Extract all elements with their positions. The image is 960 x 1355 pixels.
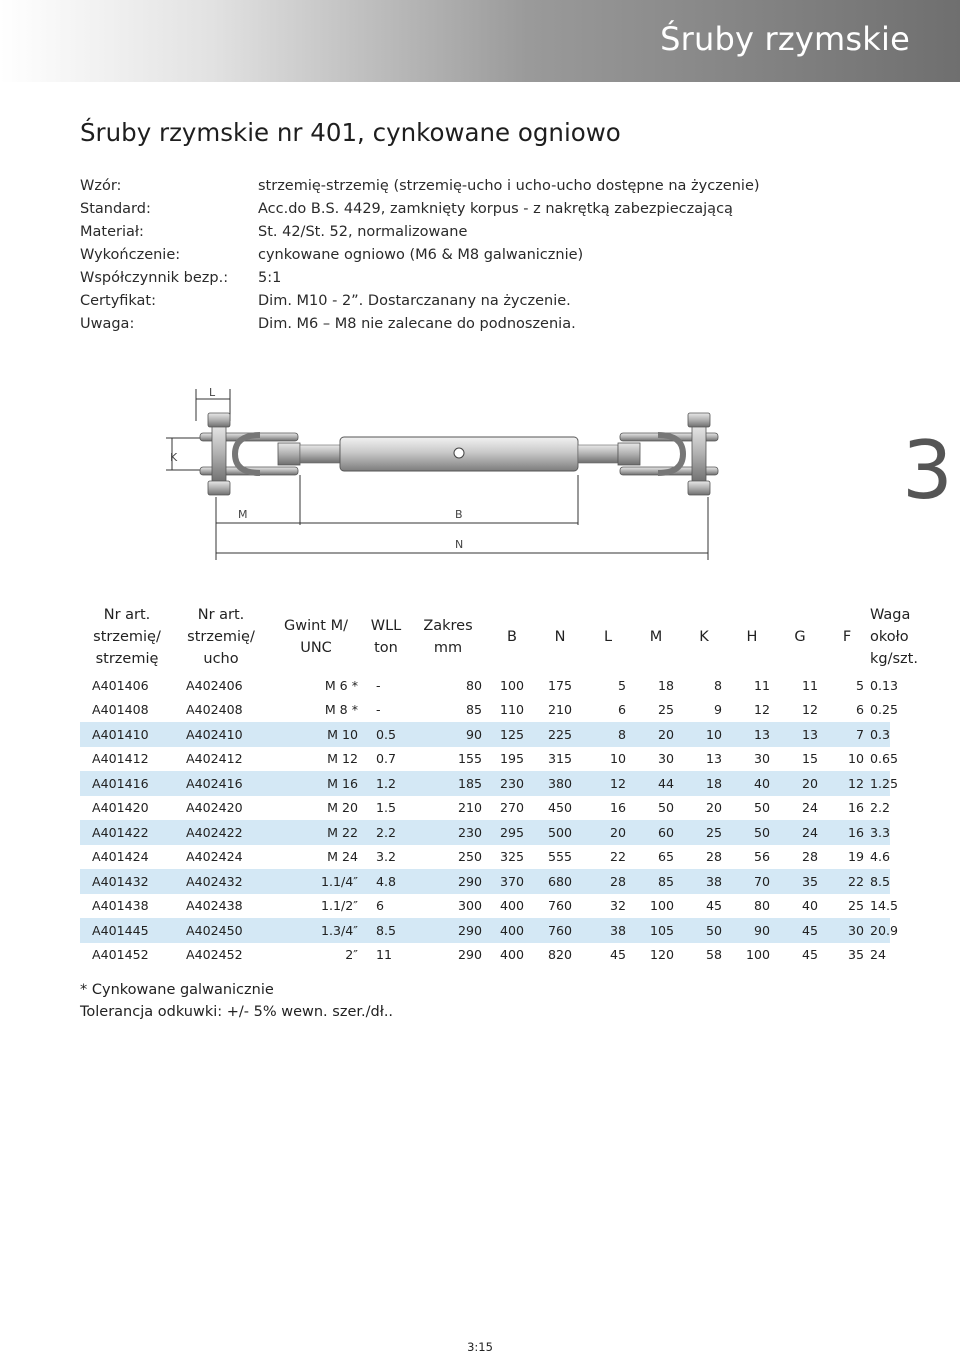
cell-n: 760 xyxy=(536,918,584,943)
cell-n: 500 xyxy=(536,820,584,845)
cell-l: 8 xyxy=(584,722,632,747)
spec-value: Dim. M6 – M8 nie zalecane do podnoszenia. xyxy=(258,316,576,332)
label-l: L xyxy=(209,386,216,399)
cell-h: 90 xyxy=(728,918,776,943)
cell-art1: A401432 xyxy=(80,869,174,894)
cell-art1: A401406 xyxy=(92,677,149,693)
cell-waga: 24 xyxy=(870,947,887,963)
cell-h: 100 xyxy=(745,947,770,963)
cell-b: 370 xyxy=(488,869,536,894)
cell-k: 8 xyxy=(713,677,722,693)
page-header xyxy=(0,0,960,82)
cell-b: 325 xyxy=(499,849,525,865)
spec-value: St. 42/St. 52, normalizowane xyxy=(258,224,468,240)
cell-wll: 3.2 xyxy=(376,849,397,865)
spec-label: Certyfikat: xyxy=(80,293,157,309)
cell-gwint: 2″ xyxy=(345,947,358,963)
cell-zakres: 250 xyxy=(457,849,482,865)
right-jaw xyxy=(578,413,718,495)
cell-f: 12 xyxy=(824,771,870,796)
cell-zakres: 85 xyxy=(465,702,482,718)
cell-k: 28 xyxy=(705,849,722,865)
cell-zakres: 290 xyxy=(408,869,488,894)
table-row xyxy=(80,943,890,968)
cell-l: 22 xyxy=(609,849,626,865)
footnote-galvanic: * Cynkowane galwanicznie xyxy=(80,982,274,998)
cell-k: 25 xyxy=(680,820,728,845)
cell-f: 19 xyxy=(847,849,864,865)
label-k: K xyxy=(170,451,178,464)
cell-waga: 0.13 xyxy=(870,677,899,693)
col-art1-header: Nr art. strzemię/ strzemię xyxy=(93,607,161,667)
cell-l: 12 xyxy=(584,771,632,796)
table-header-row xyxy=(80,601,890,673)
cell-f: 16 xyxy=(824,820,870,845)
cell-waga: 0.65 xyxy=(870,751,899,767)
cell-l: 5 xyxy=(617,677,626,693)
cell-g: 35 xyxy=(776,869,824,894)
cell-b: 230 xyxy=(488,771,536,796)
cell-zakres: 155 xyxy=(457,751,482,767)
col-zakres-header: Zakres mm xyxy=(423,618,473,656)
cell-waga: 2.2 xyxy=(870,800,891,816)
footnote-tolerance: Tolerancja odkuwki: +/- 5% wewn. szer./dł.. xyxy=(80,1004,394,1020)
cell-art2: A402416 xyxy=(174,771,268,796)
cell-l: 28 xyxy=(584,869,632,894)
col-l-header: L xyxy=(603,629,613,645)
cell-art1: A401445 xyxy=(80,918,174,943)
cell-l: 16 xyxy=(609,800,626,816)
col-wll-header: WLL ton xyxy=(370,618,402,656)
cell-art1: A401416 xyxy=(80,771,174,796)
cell-b: 400 xyxy=(488,918,536,943)
cell-h: 50 xyxy=(753,800,770,816)
cell-art1: A401422 xyxy=(80,820,174,845)
page-number: 3:15 xyxy=(467,1340,493,1354)
cell-k: 18 xyxy=(680,771,728,796)
table-row xyxy=(80,747,890,772)
cell-wll: 2.2 xyxy=(364,820,408,845)
cell-h: 56 xyxy=(753,849,770,865)
cell-zakres: 290 xyxy=(457,947,482,963)
cell-m: 60 xyxy=(632,820,680,845)
cell-gwint: 1.1/4″ xyxy=(268,869,364,894)
cell-g: 11 xyxy=(801,677,818,693)
cell-b: 125 xyxy=(488,722,536,747)
table-row xyxy=(80,869,890,894)
cell-b: 195 xyxy=(499,751,525,767)
cell-g: 28 xyxy=(801,849,818,865)
cell-waga: 1.25 xyxy=(870,771,890,796)
cell-waga: 8.5 xyxy=(870,869,890,894)
col-h-header: H xyxy=(746,629,758,645)
cell-gwint: M 20 xyxy=(327,800,358,816)
cell-h: 30 xyxy=(753,751,770,767)
col-gwint-header: Gwint M/ UNC xyxy=(283,618,348,656)
cell-art2: A402420 xyxy=(186,800,243,816)
cell-m: 20 xyxy=(632,722,680,747)
cell-zakres: 300 xyxy=(457,898,482,914)
table-row xyxy=(80,845,890,870)
label-m: M xyxy=(238,508,248,521)
cell-g: 24 xyxy=(801,800,818,816)
cell-m: 44 xyxy=(632,771,680,796)
col-b-header: B xyxy=(507,629,517,645)
cell-art2: A402408 xyxy=(186,702,243,718)
cell-art2: A402432 xyxy=(174,869,268,894)
cell-wll: - xyxy=(376,677,381,693)
cell-h: 13 xyxy=(728,722,776,747)
cell-wll: 1.5 xyxy=(376,800,397,816)
spec-label: Wykończenie: xyxy=(80,247,181,263)
cell-f: 22 xyxy=(824,869,870,894)
spec-value: cynkowane ogniowo (M6 & M8 galwanicznie) xyxy=(258,247,584,263)
table-row xyxy=(80,771,890,796)
spec-label: Standard: xyxy=(80,201,151,217)
cell-f: 35 xyxy=(847,947,864,963)
cell-n: 555 xyxy=(547,849,573,865)
cell-m: 50 xyxy=(657,800,674,816)
spec-label: Wzór: xyxy=(80,178,122,194)
cell-f: 10 xyxy=(847,751,864,767)
footnotes xyxy=(80,979,393,1023)
label-b: B xyxy=(455,508,463,521)
header-title: Śruby rzymskie xyxy=(660,20,910,58)
col-m-header: M xyxy=(649,629,663,645)
cell-g: 15 xyxy=(801,751,818,767)
col-n-header: N xyxy=(554,629,566,645)
cell-g: 13 xyxy=(776,722,824,747)
cell-gwint: M 12 xyxy=(327,751,358,767)
cell-f: 25 xyxy=(847,898,864,914)
cell-wll: 1.2 xyxy=(364,771,408,796)
cell-f: 5 xyxy=(855,677,864,693)
cell-m: 85 xyxy=(632,869,680,894)
cell-art2: A402452 xyxy=(186,947,243,963)
cell-art2: A402438 xyxy=(186,898,243,914)
cell-k: 13 xyxy=(705,751,722,767)
cell-wll: 0.7 xyxy=(376,751,397,767)
cell-b: 295 xyxy=(488,820,536,845)
cell-art2: A402412 xyxy=(186,751,243,767)
cell-h: 50 xyxy=(728,820,776,845)
cell-art1: A401408 xyxy=(92,702,149,718)
cell-gwint: M 22 xyxy=(268,820,364,845)
cell-m: 30 xyxy=(657,751,674,767)
chapter-number: 3 xyxy=(902,424,953,517)
cell-n: 820 xyxy=(547,947,573,963)
cell-k: 45 xyxy=(705,898,722,914)
cell-k: 38 xyxy=(680,869,728,894)
cell-waga: 14.5 xyxy=(870,898,899,914)
cell-waga: 4.6 xyxy=(870,849,891,865)
cell-gwint: 1.3/4″ xyxy=(268,918,364,943)
cell-gwint: M 6 * xyxy=(324,677,358,693)
cell-k: 50 xyxy=(680,918,728,943)
cell-waga: 0.25 xyxy=(870,702,899,718)
left-jaw xyxy=(200,413,340,495)
label-n: N xyxy=(455,538,464,551)
table-row xyxy=(80,698,890,723)
cell-art2: A402410 xyxy=(174,722,268,747)
cell-l: 10 xyxy=(609,751,626,767)
cell-m: 100 xyxy=(649,898,674,914)
table-row xyxy=(80,820,890,845)
table-row xyxy=(80,673,890,698)
cell-waga: 0.3 xyxy=(870,722,890,747)
col-g-header: G xyxy=(794,629,806,645)
cell-n: 450 xyxy=(547,800,573,816)
cell-b: 110 xyxy=(499,702,525,718)
cell-h: 80 xyxy=(753,898,770,914)
cell-art2: A402450 xyxy=(174,918,268,943)
cell-g: 12 xyxy=(801,702,818,718)
cell-gwint: M 16 xyxy=(268,771,364,796)
cell-g: 45 xyxy=(801,947,818,963)
cell-wll: 11 xyxy=(376,947,393,963)
cell-zakres: 90 xyxy=(408,722,488,747)
col-k-header: K xyxy=(699,629,709,645)
cell-zakres: 80 xyxy=(465,677,482,693)
cell-k: 20 xyxy=(705,800,722,816)
cell-k: 58 xyxy=(705,947,722,963)
document-title: Śruby rzymskie nr 401, cynkowane ogniowo xyxy=(80,118,621,147)
cell-art1: A401452 xyxy=(92,947,149,963)
cell-waga: 20.9 xyxy=(870,918,890,943)
cell-b: 100 xyxy=(499,677,525,693)
table-row xyxy=(80,894,890,919)
cell-gwint: 1.1/2″ xyxy=(321,898,358,914)
cell-m: 18 xyxy=(657,677,674,693)
cell-l: 6 xyxy=(617,702,626,718)
cell-art2: A402422 xyxy=(174,820,268,845)
cell-art1: A401410 xyxy=(80,722,174,747)
spec-label: Materiał: xyxy=(80,224,144,240)
cell-wll: 0.5 xyxy=(364,722,408,747)
cell-gwint: M 10 xyxy=(268,722,364,747)
cell-wll: - xyxy=(376,702,381,718)
cell-b: 270 xyxy=(499,800,525,816)
spec-value: 5:1 xyxy=(258,270,282,286)
cell-f: 7 xyxy=(824,722,870,747)
cell-g: 24 xyxy=(776,820,824,845)
cell-n: 680 xyxy=(536,869,584,894)
turnbuckle-drawing xyxy=(160,385,740,565)
cell-b: 400 xyxy=(499,898,525,914)
table-row xyxy=(80,918,890,943)
cell-m: 120 xyxy=(649,947,674,963)
cell-f: 30 xyxy=(824,918,870,943)
spec-label: Uwaga: xyxy=(80,316,135,332)
cell-h: 40 xyxy=(728,771,776,796)
cell-gwint: M 8 * xyxy=(324,702,358,718)
dimension-k xyxy=(166,438,200,470)
cell-f: 16 xyxy=(847,800,864,816)
cell-g: 20 xyxy=(776,771,824,796)
cell-m: 25 xyxy=(657,702,674,718)
cell-art1: A401438 xyxy=(92,898,149,914)
cell-art1: A401424 xyxy=(92,849,149,865)
cell-f: 6 xyxy=(855,702,864,718)
cell-g: 45 xyxy=(776,918,824,943)
cell-n: 315 xyxy=(547,751,573,767)
spec-value: Acc.do B.S. 4429, zamknięty korpus - z nakrętką zabezpieczającą xyxy=(258,201,733,217)
cell-n: 210 xyxy=(547,702,573,718)
cell-k: 9 xyxy=(713,702,722,718)
cell-zakres: 210 xyxy=(457,800,482,816)
cell-h: 70 xyxy=(728,869,776,894)
col-waga-header: Waga około kg/szt. xyxy=(870,607,918,667)
cell-g: 40 xyxy=(801,898,818,914)
cell-n: 380 xyxy=(536,771,584,796)
cell-waga: 3.3 xyxy=(870,820,890,845)
cell-n: 760 xyxy=(547,898,573,914)
cell-wll: 6 xyxy=(376,898,385,914)
cell-m: 65 xyxy=(657,849,674,865)
body-hole xyxy=(454,448,464,458)
cell-n: 225 xyxy=(536,722,584,747)
cell-gwint: M 24 xyxy=(327,849,358,865)
table-row xyxy=(80,722,890,747)
cell-art1: A401420 xyxy=(92,800,149,816)
cell-wll: 8.5 xyxy=(364,918,408,943)
cell-k: 10 xyxy=(680,722,728,747)
spec-value: Dim. M10 - 2”. Dostarczanany na życzenie. xyxy=(258,293,571,309)
cell-h: 12 xyxy=(753,702,770,718)
cell-m: 105 xyxy=(632,918,680,943)
cell-art2: A402424 xyxy=(186,849,243,865)
cell-n: 175 xyxy=(547,677,573,693)
cell-l: 38 xyxy=(584,918,632,943)
cell-art2: A402406 xyxy=(186,677,243,693)
col-art2-header: Nr art. strzemię/ ucho xyxy=(187,607,255,667)
spec-label: Współczynnik bezp.: xyxy=(80,270,229,286)
col-f-header: F xyxy=(842,629,852,645)
cell-wll: 4.8 xyxy=(364,869,408,894)
cell-zakres: 230 xyxy=(408,820,488,845)
cell-zakres: 185 xyxy=(408,771,488,796)
cell-h: 11 xyxy=(753,677,770,693)
cell-art1: A401412 xyxy=(92,751,149,767)
product-table xyxy=(80,601,918,967)
cell-l: 32 xyxy=(609,898,626,914)
cell-l: 20 xyxy=(584,820,632,845)
spec-value: strzemię-strzemię (strzemię-ucho i ucho-ucho dostępne na życzenie) xyxy=(258,178,760,194)
cell-l: 45 xyxy=(609,947,626,963)
cell-b: 400 xyxy=(499,947,525,963)
cell-zakres: 290 xyxy=(408,918,488,943)
table-row xyxy=(80,796,890,821)
